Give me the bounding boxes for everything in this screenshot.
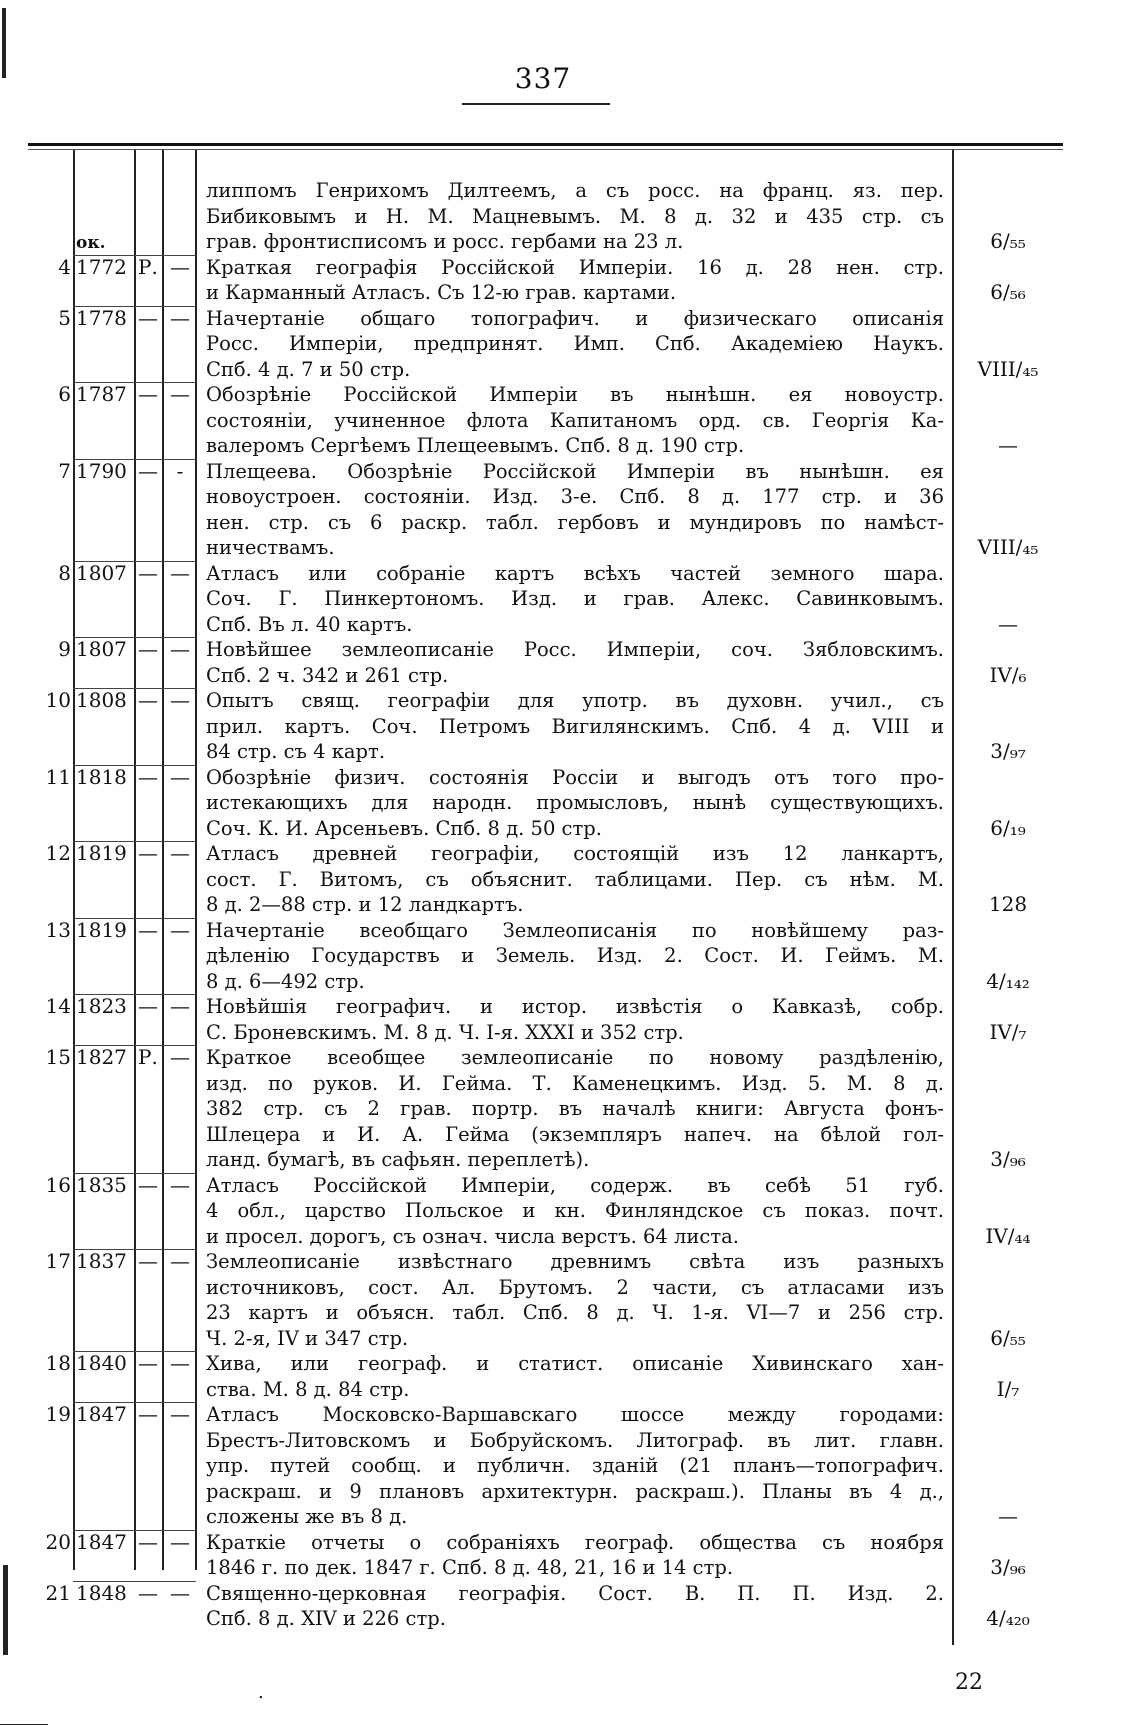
- entry-line: Спб. 8 д. XIV и 226 стр.: [206, 1607, 446, 1630]
- entry-year: 1807: [76, 637, 127, 661]
- entry-number: 13: [45, 917, 71, 942]
- entry-line: 23 картъ и объясн. табл. Спб. 8 д. Ч. 1-я. VI—7 и 256 стр.: [206, 1301, 944, 1324]
- catalog-entry: [0, 688, 1140, 765]
- signature-number: 22: [955, 1670, 983, 1695]
- entry-description: [206, 1402, 944, 1530]
- entry-dash: —: [170, 382, 190, 406]
- entry-price: —: [998, 611, 1018, 636]
- entry-mark: —: [138, 841, 158, 865]
- entry-line: Атласъ или собраніе картъ всѣхъ частей земного шара.: [206, 561, 944, 585]
- entry-price: IV/₄₄: [985, 1223, 1031, 1248]
- entry-price: IV/₆: [989, 662, 1027, 687]
- entry-line: Опытъ свящ. географіи для употр. въ духовн. учил., съ: [206, 689, 944, 712]
- entry-line: Бибиковымъ и Н. М. Мацневымъ. М. 8 д. 32 и 435 стр. съ: [206, 204, 944, 228]
- entry-dash: —: [170, 1045, 190, 1069]
- entry-description: [206, 1351, 944, 1402]
- entry-line: Спб. 4 д. 7 и 50 стр.: [206, 357, 411, 381]
- entry-line: сложены же въ 8 д.: [206, 1505, 408, 1528]
- entry-mark: —: [138, 382, 158, 406]
- entry-description: [206, 688, 944, 765]
- entry-line: и просел. дорогъ, съ означ. числа верстъ. 64 листа.: [206, 1224, 739, 1248]
- entry-line: ства. М. 8 д. 84 стр.: [206, 1377, 410, 1401]
- entry-price: 3/₉₇: [990, 739, 1026, 763]
- catalog-entry: [0, 459, 1140, 561]
- entry-number: 12: [45, 841, 71, 865]
- entry-price: —: [998, 433, 1018, 457]
- entry-line: Краткое всеобщее землеописаніе по новому раздѣленію,: [206, 1046, 944, 1069]
- header-rule-thin: [28, 149, 1063, 150]
- catalog-entry: [0, 1045, 1140, 1173]
- entry-number: 5: [58, 305, 71, 330]
- entry-number: 8: [58, 560, 71, 585]
- entry-line: С. Броневскимъ. М. 8 д. Ч. I-я. XXXI и 352 стр.: [206, 1020, 684, 1044]
- entry-line: дѣленію Государствъ и Земель. Изд. 2. Сост. И. Геймъ. М.: [206, 944, 944, 967]
- catalog-entry: [0, 1581, 1140, 1632]
- entry-price: 6/₅₆: [990, 280, 1026, 304]
- entry-line: Новѣйшее землеописаніе Росс. Имперіи, соч. Зябловскимъ.: [206, 638, 944, 661]
- entry-price: 6/₅₅: [990, 229, 1026, 253]
- entry-mark: —: [138, 1249, 158, 1273]
- entry-description: [206, 1249, 944, 1351]
- entry-year: 1848: [76, 1580, 127, 1605]
- entry-line: Обозрѣніе физич. состоянія Россіи и выгодъ отъ того про-: [206, 765, 944, 789]
- entry-line: Новѣйшія географич. и истор. извѣстія о Кавказѣ, собр.: [206, 995, 944, 1018]
- catalog-entry: [0, 918, 1140, 995]
- entry-year: 1778: [76, 305, 127, 330]
- entry-year: 1835: [76, 1172, 127, 1197]
- entry-line: Священно-церковная географія. Сост. В. П. П. Изд. 2.: [206, 1581, 944, 1605]
- entry-price: 3/₉₆: [990, 1147, 1026, 1171]
- entry-mark: —: [138, 764, 158, 789]
- entry-number: 4: [58, 254, 71, 279]
- entry-number: 6: [58, 382, 71, 406]
- entry-number: 17: [45, 1249, 71, 1273]
- catalog-entry: [0, 994, 1140, 1045]
- catalog-entry: [0, 1402, 1140, 1530]
- entry-year: 1790: [76, 458, 127, 483]
- entry-dash: —: [170, 841, 190, 865]
- entry-year: 1808: [76, 688, 127, 712]
- entry-number: 10: [45, 688, 71, 712]
- entry-line: Начертаніе общаго топографич. и физическаго описанія: [206, 306, 944, 330]
- entry-number: 7: [58, 458, 71, 483]
- entry-line: 8 д. 2—88 стр. и 12 ландкартъ.: [206, 893, 524, 916]
- entry-line: Землеописаніе извѣстнаго древнимъ свѣта изъ разныхъ: [206, 1250, 944, 1273]
- entry-dash: -: [176, 458, 184, 483]
- entry-dash: —: [170, 994, 190, 1018]
- entry-mark: Р.: [138, 1045, 158, 1069]
- catalog-entry: [0, 1351, 1140, 1402]
- entry-line: валеромъ Сергѣемъ Плещеевымъ. Спб. 8 д. 190 стр.: [206, 434, 745, 457]
- entry-year: 1818: [76, 764, 127, 789]
- entry-number: 9: [58, 637, 71, 661]
- entry-price: 4/₁₄₂: [986, 968, 1030, 993]
- catalog-entries: [0, 178, 1140, 1632]
- entry-line: ланд. бумагѣ, въ сафьян. переплетѣ).: [206, 1148, 590, 1171]
- entry-description: [206, 306, 944, 383]
- entry-line: источниковъ, сост. Ал. Брутомъ. 2 части, съ атласами изъ: [206, 1275, 944, 1299]
- entry-line: Атласъ Московско-Варшавскаго шоссе между городами:: [206, 1403, 944, 1426]
- entry-line: нен. стр. съ 6 раскр. табл. гербовъ и мундировъ по намѣст-: [206, 510, 944, 534]
- entry-description: [206, 178, 944, 255]
- entry-number: 16: [45, 1172, 71, 1197]
- entry-line: 84 стр. съ 4 карт.: [206, 740, 386, 763]
- entry-line: упр. путей сообщ. и публичн. зданій (21 планъ—топографич.: [206, 1454, 944, 1477]
- entry-year: 1787: [76, 382, 127, 406]
- entry-dash: —: [170, 1249, 190, 1273]
- scan-edge-mark: [2, 8, 6, 78]
- entry-line: липпомъ Генрихомъ Дилтеемъ, а съ росс. на франц. яз. пер.: [206, 179, 944, 202]
- entry-line: Соч. Г. Пинкертономъ. Изд. и грав. Алекс. Савинковымъ.: [206, 587, 944, 610]
- catalog-entry: [0, 1249, 1140, 1351]
- entry-price: VIII/₄₅: [977, 356, 1039, 381]
- entry-mark: —: [138, 917, 158, 942]
- entry-line: 382 стр. съ 2 грав. портр. въ началѣ книги: Августа фонъ-: [206, 1097, 944, 1120]
- entry-line: и Карманный Атласъ. Съ 12-ю грав. картами.: [206, 281, 677, 304]
- entry-line: истекающихъ для народн. промысловъ, нынѣ существующихъ.: [206, 791, 944, 814]
- entry-description: [206, 1173, 944, 1250]
- entry-dash: —: [170, 305, 190, 330]
- entry-line: Краткая географія Россійской Имперіи. 16 д. 28 нен. стр.: [206, 255, 944, 279]
- entry-line: Краткіе отчеты о собраніяхъ географ. общества съ ноября: [206, 1530, 944, 1554]
- catalog-entry: [0, 1173, 1140, 1250]
- entry-year: 1847: [76, 1529, 127, 1554]
- entry-description: [206, 918, 944, 995]
- entry-dash: —: [170, 1402, 190, 1426]
- entry-line: состояніи, учиненное флота Капитаномъ орд. св. Георгія Ка-: [206, 408, 944, 432]
- entry-mark: —: [138, 1172, 158, 1197]
- catalog-entry: [0, 178, 1140, 255]
- entry-description: [206, 1530, 944, 1581]
- entry-dash: —: [170, 254, 190, 279]
- page-number-underline: [462, 103, 610, 105]
- entry-mark: —: [138, 1580, 158, 1605]
- entry-mark: Р.: [138, 254, 158, 279]
- entry-line: Атласъ Россійской Имперіи, содерж. въ себѣ 51 губ.: [206, 1173, 944, 1197]
- catalog-entry: [0, 561, 1140, 638]
- entry-line: ничествамъ.: [206, 536, 335, 559]
- entry-line: Ч. 2-я, IV и 347 стр.: [206, 1326, 409, 1350]
- entry-number: 21: [45, 1580, 71, 1605]
- entry-year: 1772: [76, 254, 127, 279]
- entry-description: [206, 637, 944, 688]
- entry-dash: —: [170, 1351, 190, 1375]
- entry-line: прил. картъ. Соч. Петромъ Вигилянскимъ. Спб. 4 д. VIII и: [206, 714, 944, 738]
- catalog-entry: [0, 765, 1140, 842]
- entry-description: [206, 1581, 944, 1632]
- catalog-entry: [0, 1530, 1140, 1581]
- entry-mark: —: [138, 1351, 158, 1375]
- catalog-entry: [0, 306, 1140, 383]
- entry-description: [206, 255, 944, 306]
- entry-line: изд. по руков. И. Гейма. Т. Каменецкимъ. Изд. 5. М. 8 д.: [206, 1071, 944, 1095]
- entry-number: 18: [45, 1351, 71, 1375]
- entry-mark: —: [138, 458, 158, 483]
- catalog-entry: [0, 841, 1140, 918]
- entry-price: VIII/₄₅: [977, 535, 1039, 559]
- entry-year: 1819: [76, 841, 127, 865]
- entry-mark: —: [138, 1402, 158, 1426]
- entry-line: раскраш. и 9 плановъ архитектурн. раскраш.). Планы въ 4 д.,: [206, 1479, 944, 1503]
- entry-description: [206, 765, 944, 842]
- entry-year: 1827: [76, 1045, 127, 1069]
- entry-mark: —: [138, 560, 158, 585]
- entry-dash: —: [170, 1580, 190, 1605]
- entry-mark: —: [138, 688, 158, 712]
- entry-line: 1846 г. по дек. 1847 г. Спб. 8 д. 48, 21, 16 и 14 стр.: [206, 1556, 734, 1579]
- entry-dash: —: [170, 688, 190, 712]
- entry-line: Плещеева. Обозрѣніе Россійской Имперіи въ нынѣшн. ея: [206, 459, 944, 483]
- entry-line: грав. фронтисписомъ и росс. гербами на 23 л.: [206, 230, 684, 253]
- entry-line: Брестъ-Литовскомъ и Бобруйскомъ. Литограф. въ лит. главн.: [206, 1428, 944, 1452]
- entry-price: 128: [988, 892, 1028, 916]
- entry-number: 14: [45, 994, 71, 1018]
- entry-line: 4 обл., царство Польское и кн. Финляндское съ показ. почт.: [206, 1199, 944, 1222]
- entry-dash: —: [170, 1529, 190, 1554]
- entry-mark: —: [138, 305, 158, 330]
- footer-rule: [0, 1724, 48, 1725]
- entry-mark: —: [138, 1529, 158, 1554]
- entry-line: Шлецера и И. А. Гейма (экземпляръ напеч. на бѣлой гол-: [206, 1122, 944, 1146]
- entry-number: 11: [45, 764, 71, 789]
- entry-number: 19: [45, 1402, 71, 1426]
- entry-line: Росс. Имперіи, предпринят. Имп. Спб. Академіею Наукъ.: [206, 332, 944, 355]
- entry-year-prefix: ок.: [76, 232, 106, 253]
- entry-line: Хива, или географ. и статист. описаніе Хивинскаго хан-: [206, 1352, 944, 1375]
- entry-description: [206, 382, 944, 459]
- entry-line: Обозрѣніе Россійской Имперіи въ нынѣшн. ея новоустр.: [206, 383, 944, 406]
- catalog-entry: [0, 637, 1140, 688]
- entry-description: [206, 994, 944, 1045]
- entry-dash: —: [170, 764, 190, 789]
- entry-year: 1807: [76, 560, 127, 585]
- entry-description: [206, 1045, 944, 1173]
- catalog-entry: [0, 382, 1140, 459]
- entry-mark: —: [138, 994, 158, 1018]
- header-rule: [28, 143, 1063, 146]
- entry-year: 1837: [76, 1249, 127, 1273]
- entry-line: сост. Г. Витомъ, съ объяснит. таблицами. Пер. съ нѣм. М.: [206, 867, 944, 891]
- page-number: 337: [514, 62, 572, 95]
- entry-year: 1840: [76, 1351, 127, 1375]
- entry-price: 4/₄₂₀: [986, 1606, 1030, 1630]
- entry-dash: —: [170, 560, 190, 585]
- entry-description: [206, 459, 944, 561]
- entry-price: IV/₇: [989, 1019, 1027, 1044]
- entry-year: 1847: [76, 1402, 127, 1426]
- entry-line: Атласъ древней географіи, состоящій изъ 12 ланкартъ,: [206, 842, 944, 865]
- entry-description: [206, 841, 944, 918]
- entry-line: новоустроен. состояніи. Изд. 3-е. Спб. 8 д. 177 стр. и 36: [206, 485, 944, 508]
- entry-price: 3/₉₆: [990, 1555, 1026, 1579]
- entry-line: Спб. Въ л. 40 картъ.: [206, 612, 413, 636]
- entry-year: 1819: [76, 917, 127, 942]
- entry-price: —: [998, 1504, 1018, 1528]
- entry-line: 8 д. 6—492 стр.: [206, 969, 365, 993]
- entry-year: 1823: [76, 994, 127, 1018]
- entry-dash: —: [170, 1172, 190, 1197]
- entry-line: Соч. К. И. Арсеньевъ. Спб. 8 д. 50 стр.: [206, 816, 602, 840]
- entry-number: 20: [45, 1529, 71, 1554]
- entry-dash: —: [170, 917, 190, 942]
- entry-dash: —: [170, 637, 190, 661]
- entry-price: 6/₅₅: [990, 1325, 1026, 1350]
- entry-mark: —: [138, 637, 158, 661]
- entry-description: [206, 561, 944, 638]
- entry-line: Спб. 2 ч. 342 и 261 стр.: [206, 663, 449, 687]
- footer-dot: .: [258, 1682, 264, 1703]
- entry-price: I/₇: [996, 1376, 1020, 1401]
- entry-number: 15: [45, 1045, 71, 1069]
- entry-price: 6/₁₉: [990, 815, 1026, 840]
- entry-line: Начертаніе всеобщаго Землеописанія по новѣйшему раз-: [206, 918, 944, 942]
